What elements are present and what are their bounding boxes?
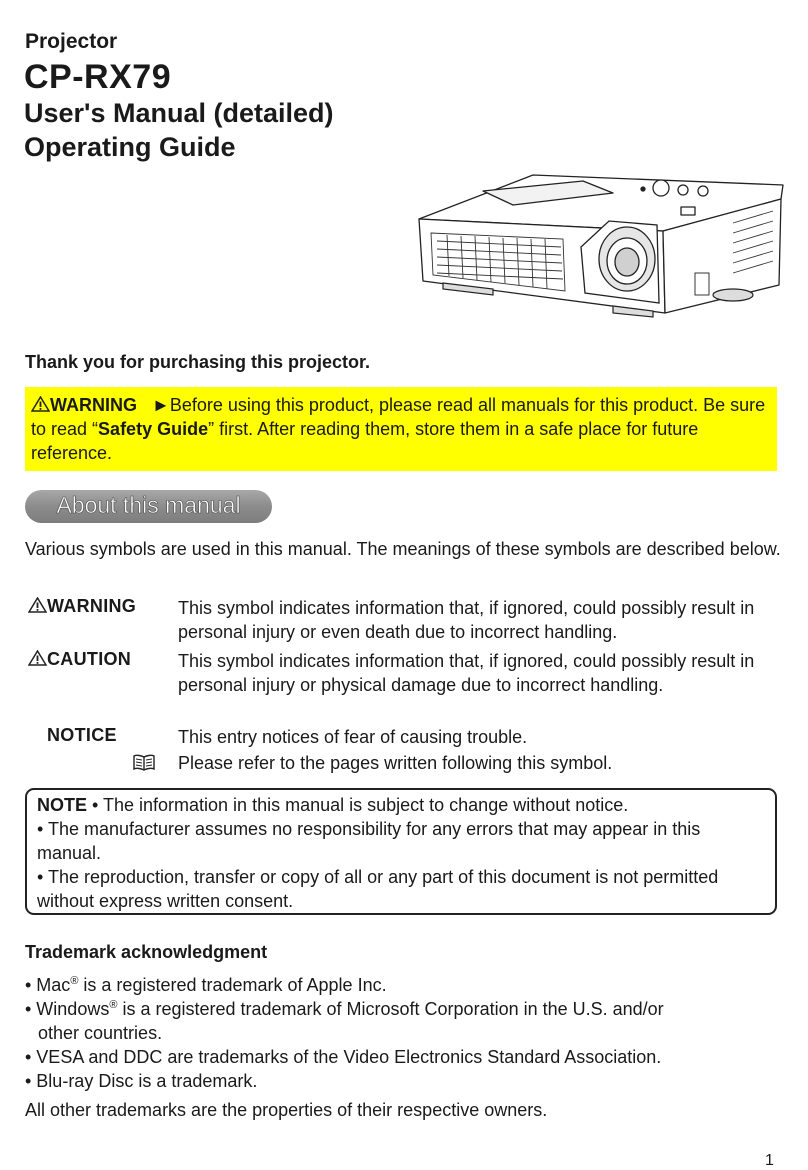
intro-paragraph: Various symbols are used in this manual. The meanings of these symbols are described below.: [25, 539, 781, 559]
registered-mark: ®: [109, 999, 118, 1011]
symbol-notice: NOTICE: [47, 725, 117, 745]
caution-triangle-icon: [28, 650, 47, 666]
symbol-caution: [28, 649, 131, 670]
trademark-others: All other trademarks are the properties of their respective owners.: [25, 1100, 548, 1120]
model-number: CP-RX79: [24, 58, 172, 96]
symbol-description: This entry notices of fear of causing trouble.: [178, 727, 528, 747]
trademark-text: • Mac: [25, 975, 71, 995]
section-heading: About this manual: [56, 492, 241, 518]
trademark-text: other countries.: [38, 1023, 163, 1043]
warning-triangle-icon: [31, 396, 50, 412]
safety-guide-ref: Safety Guide: [98, 419, 209, 439]
projector-illustration: [413, 163, 793, 343]
trademark-heading: Trademark acknowledgment: [25, 942, 268, 962]
trademark-windows: [25, 997, 785, 1045]
pointer-icon: ►: [152, 395, 170, 415]
trademark-mac: [25, 973, 785, 997]
warning-text-a: Before using this product, please read all manuals for this product. Be sure to read “: [31, 395, 766, 439]
warning-label: WARNING: [50, 395, 137, 415]
symbol-label: CAUTION: [47, 649, 132, 669]
book-icon: [133, 754, 155, 776]
symbol-description: This symbol indicates information that, if ignored, could possibly result in personal injury or physical damage due to incorrect handling.: [178, 651, 755, 695]
thank-you-line: Thank you for purchasing this projector.: [25, 352, 371, 372]
trademark-text: is a registered trademark of Apple Inc.: [78, 975, 387, 995]
document-kicker: Projector: [25, 30, 118, 53]
document-title-line2: Operating Guide: [24, 132, 236, 162]
page-number: 1: [765, 1152, 774, 1169]
document-title-line1: User's Manual (detailed): [24, 98, 334, 128]
trademark-text: • Windows: [25, 999, 110, 1019]
note-line: • The manufacturer assumes no responsibility for any errors that may appear in this manual.: [37, 819, 701, 863]
trademark-text: is a registered trademark of Microsoft Corporation in the U.S. and/or: [117, 999, 664, 1019]
warning-triangle-icon: [28, 597, 47, 613]
note-box: [25, 788, 777, 915]
warning-text-b: ” first. After reading them, store them in a safe place for future reference.: [31, 419, 699, 463]
section-heading-pill: [25, 490, 272, 523]
note-line: • The reproduction, transfer or copy of all or any part of this document is not permitted without express written consent.: [37, 867, 719, 911]
trademark-bluray: • Blu-ray Disc is a trademark.: [25, 1071, 258, 1091]
warning-callout: [25, 387, 777, 471]
note-label: NOTE: [37, 795, 88, 815]
trademark-vesa: • VESA and DDC are trademarks of the Video Electronics Standard Association.: [25, 1047, 662, 1067]
registered-mark: ®: [70, 975, 79, 987]
note-line: • The information in this manual is subject to change without notice.: [87, 795, 629, 815]
symbol-warning: [28, 596, 136, 617]
symbol-description: This symbol indicates information that, if ignored, could possibly result in personal injury or even death due to incorrect handling.: [178, 598, 755, 642]
symbol-label: WARNING: [47, 596, 137, 616]
symbol-description: Please refer to the pages written following this symbol.: [178, 753, 613, 773]
